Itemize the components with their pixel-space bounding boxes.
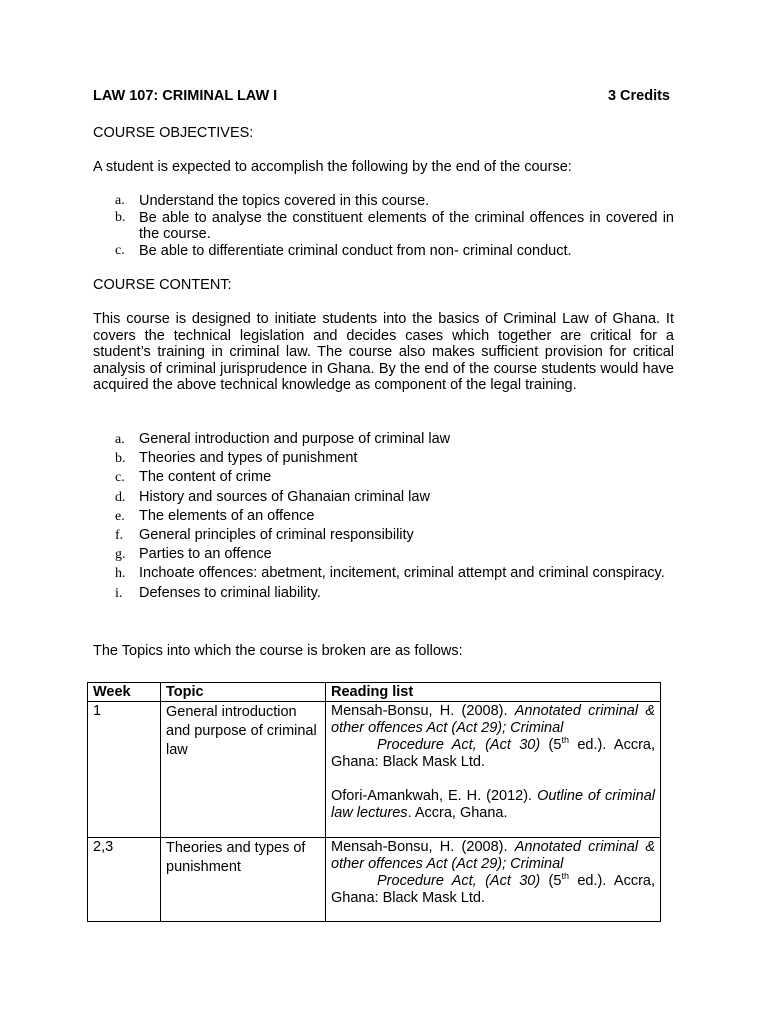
list-marker: b. <box>115 209 126 225</box>
header-week: Week <box>88 683 161 702</box>
list-marker: e. <box>115 508 125 524</box>
list-marker: b. <box>115 451 126 467</box>
objectives-intro: A student is expected to accomplish the following by the end of the course: <box>93 159 572 175</box>
list-marker: a. <box>115 432 125 447</box>
header-reading: Reading list <box>326 683 661 702</box>
week-cell: 2,3 <box>88 838 161 922</box>
ref-title-continued: Procedure Act, (Act 30) <box>377 737 541 753</box>
table-row <box>88 702 661 838</box>
list-marker: a. <box>115 193 125 208</box>
list-marker: h. <box>115 566 126 582</box>
content-heading: COURSE CONTENT: <box>93 277 232 293</box>
list-item <box>93 243 674 260</box>
list-marker: d. <box>115 489 126 505</box>
ref-author: Mensah-Bonsu, H. (2008). <box>331 839 515 855</box>
list-item <box>93 507 674 526</box>
reference <box>331 703 655 771</box>
ref-publisher: ed.). Accra, Ghana: Black Mask Ltd. <box>331 737 655 770</box>
header-topic: Topic <box>161 683 326 702</box>
course-title-row <box>93 88 670 106</box>
list-item-text: Defenses to criminal liability. <box>139 584 321 601</box>
course-title: LAW 107: CRIMINAL LAW I <box>93 88 278 104</box>
ref-edition-sup: th <box>561 735 569 746</box>
list-item-text: Inchoate offences: abetment, incitement, criminal attempt and criminal conspiracy. <box>139 565 665 582</box>
list-item <box>93 430 674 449</box>
reference <box>331 788 655 822</box>
list-item <box>93 526 674 545</box>
reading-cell <box>326 702 661 838</box>
list-marker: f. <box>115 528 124 544</box>
objectives-list <box>93 193 674 259</box>
topic-cell: General introduction and purpose of criminal law <box>161 702 326 838</box>
table-header-row <box>88 683 661 702</box>
list-item-text: General principles of criminal responsibility <box>139 527 414 544</box>
ref-publisher: ed.). Accra, Ghana: Black Mask Ltd. <box>331 873 655 906</box>
reading-cell <box>326 838 661 922</box>
list-marker: c. <box>115 470 125 486</box>
topic-cell: Theories and types of punishment <box>161 838 326 922</box>
topics-intro: The Topics into which the course is broken are as follows: <box>93 643 463 659</box>
ref-author: Mensah-Bonsu, H. (2008). <box>331 703 515 719</box>
list-item <box>93 584 674 603</box>
list-item-text: Be able to differentiate criminal conduct from non- criminal conduct. <box>139 242 572 259</box>
list-item <box>93 564 674 583</box>
objectives-heading: COURSE OBJECTIVES: <box>93 125 254 141</box>
table-row <box>88 838 661 922</box>
list-item-text: History and sources of Ghanaian criminal law <box>139 488 430 505</box>
content-list <box>93 430 674 603</box>
ref-edition: (5 <box>540 737 562 753</box>
list-marker: c. <box>115 242 125 258</box>
list-item <box>93 468 674 487</box>
ref-title: Annotated criminal & other offences Act (Act 29); Criminal <box>331 703 656 736</box>
list-marker: i. <box>115 585 123 601</box>
list-item <box>93 449 674 468</box>
reading-table <box>87 682 661 922</box>
list-item <box>93 210 674 243</box>
week-cell: 1 <box>88 702 161 838</box>
list-item-text: The content of crime <box>139 469 272 486</box>
reference <box>331 839 655 907</box>
ref-publisher: . Accra, Ghana. <box>407 805 508 821</box>
list-item <box>93 488 674 507</box>
list-item-text: General introduction and purpose of criminal law <box>139 431 451 447</box>
ref-edition: (5 <box>540 873 562 889</box>
course-credits: 3 Credits <box>607 88 670 104</box>
list-item <box>93 193 674 210</box>
ref-author: Ofori-Amankwah, E. H. (2012). <box>331 788 538 804</box>
list-item-text: Theories and types of punishment <box>139 450 358 467</box>
ref-title: Outline of criminal law lectures <box>331 788 656 821</box>
list-item-text: Understand the topics covered in this course. <box>139 193 430 209</box>
ref-title: Annotated criminal & other offences Act (Act 29); Criminal <box>331 839 656 872</box>
content-paragraph: This course is designed to initiate students into the basics of Criminal Law of Ghana. It covers the technical legislation and decides cases which together are critical for a student’s training in criminal law. The course also makes sufficient provision for critical analysis of criminal jurisprudence in Ghana. By the end of the course students would have acquired the above technical knowledge as component of the legal training. <box>93 311 674 394</box>
list-item-text: Be able to analyse the constituent elements of the criminal offences in covered in the course. <box>139 209 674 242</box>
list-item-text: Parties to an offence <box>139 546 272 563</box>
list-item <box>93 545 674 564</box>
ref-edition-sup: th <box>561 871 569 882</box>
ref-title-continued: Procedure Act, (Act 30) <box>377 873 541 889</box>
list-marker: g. <box>115 547 126 563</box>
list-item-text: The elements of an offence <box>139 507 315 524</box>
